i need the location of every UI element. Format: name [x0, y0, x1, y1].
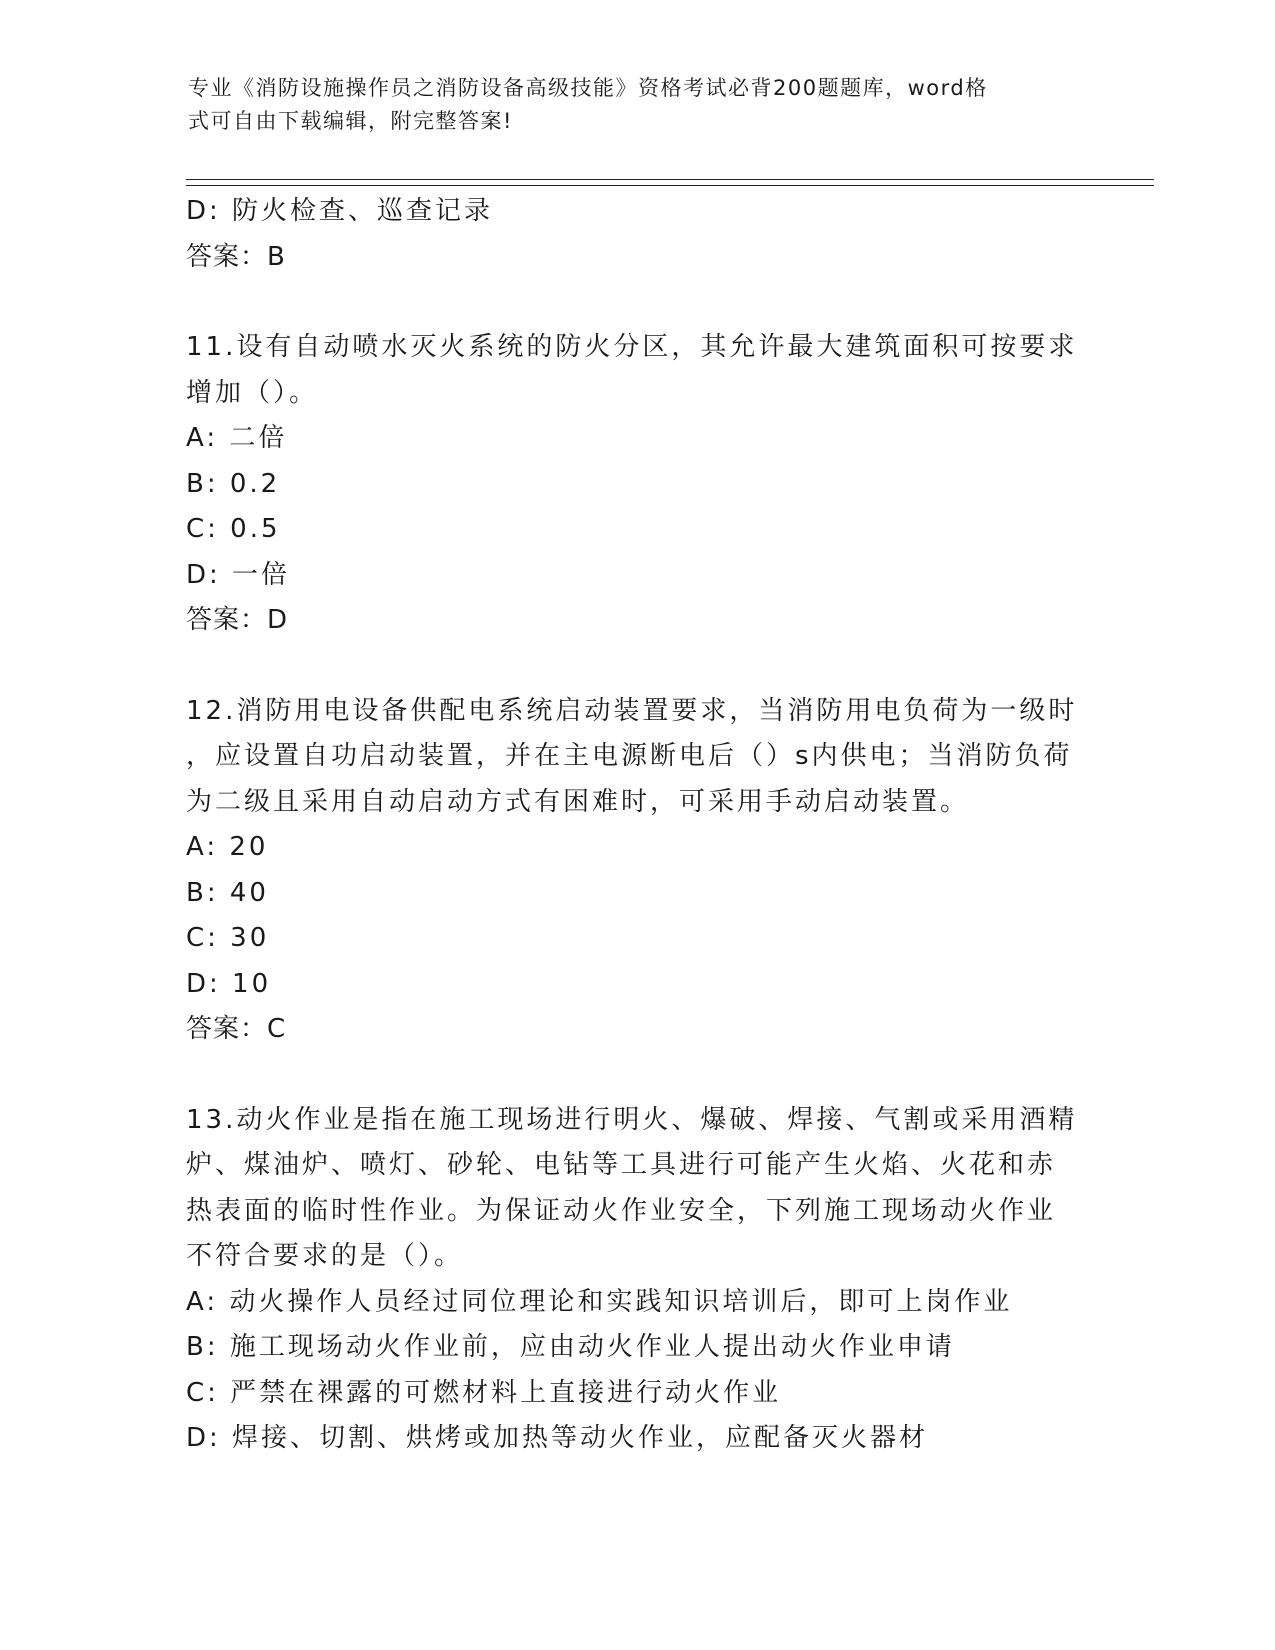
answer-line: 答案：B	[186, 241, 286, 272]
spacer	[186, 644, 1086, 689]
option-c: C: 30	[186, 923, 270, 953]
header-rule-bottom	[186, 185, 1154, 186]
header-rule-top	[186, 179, 1154, 180]
option-b: B: 0.2	[186, 468, 281, 499]
question-stem: ，应设置自功启动装置，并在主电源断电后（）s内供电；当消防负荷	[186, 741, 1073, 771]
option-b: B: 40	[186, 877, 269, 908]
answer-line: 答案：D	[186, 605, 289, 635]
spacer	[186, 280, 1086, 325]
question-stem: 12.消防用电设备供配电系统启动装置要求，当消防用电负荷为一级时	[186, 695, 1078, 726]
option-d: D: 焊接、切割、烘烤或加热等动火作业，应配备灭火器材	[186, 1423, 929, 1453]
question-stem: 为二级且采用自动启动方式有困难时，可采用手动启动装置。	[186, 786, 970, 817]
question-stem: 13.动火作业是指在施工现场进行明火、爆破、焊接、气割或采用酒精	[186, 1104, 1078, 1135]
header-line-1: 专业《消防设施操作员之消防设备高级技能》资格考试必背200题题库，word格	[188, 76, 988, 100]
question-stem: 增加（）。	[186, 377, 319, 408]
spacer	[186, 1053, 1086, 1098]
option-c: C: 严禁在裸露的可燃材料上直接进行动火作业	[186, 1377, 782, 1408]
document-body	[186, 189, 1086, 1462]
option-d: D: 一倍	[186, 559, 291, 590]
option-d: D: 防火检查、巡查记录	[186, 196, 494, 226]
option-c: C: 0.5	[186, 514, 281, 544]
question-13	[186, 1098, 1086, 1462]
page-header	[188, 72, 1088, 138]
question-stem: 热表面的临时性作业。为保证动火作业安全，下列施工现场动火作业	[186, 1195, 1057, 1226]
option-b: B: 施工现场动火作业前，应由动火作业人提出动火作业申请	[186, 1332, 955, 1362]
option-a: A: 20	[186, 832, 269, 862]
question-11	[186, 325, 1086, 644]
question-12	[186, 689, 1086, 1053]
option-a: A: 动火操作人员经过同位理论和实践知识培训后，即可上岗作业	[186, 1286, 1013, 1317]
header-line-2: 式可自由下载编辑，附完整答案!	[188, 109, 513, 133]
question-stem: 11.设有自动喷水灭火系统的防火分区，其允许最大建筑面积可按要求	[186, 332, 1078, 362]
previous-question-tail	[186, 189, 1086, 280]
question-stem: 炉、煤油炉、喷灯、砂轮、电钻等工具进行可能产生火焰、火花和赤	[186, 1150, 1057, 1180]
option-a: A: 二倍	[186, 423, 288, 453]
option-d: D: 10	[186, 968, 272, 999]
answer-line: 答案：C	[186, 1014, 287, 1044]
question-stem: 不符合要求的是（）。	[186, 1241, 464, 1271]
